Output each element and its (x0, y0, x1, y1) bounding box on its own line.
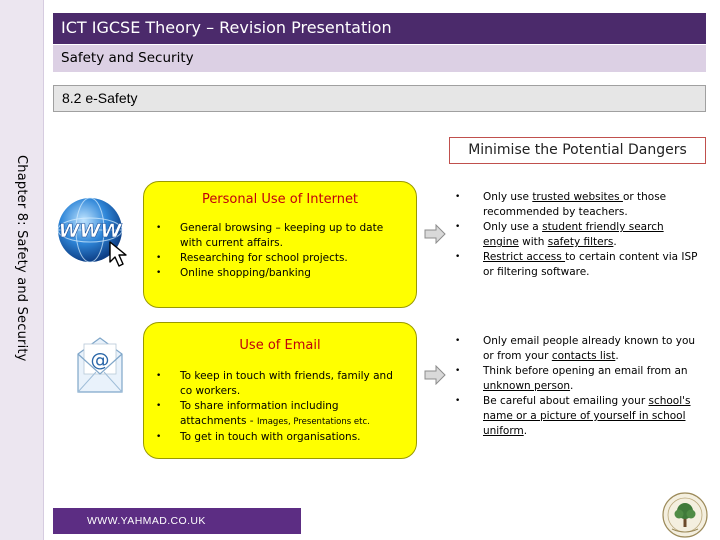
tip-underlined: Restrict access (483, 251, 566, 263)
footer-website-link[interactable]: WWW.YAHMAD.CO.UK (53, 508, 301, 534)
svg-text:@: @ (90, 349, 110, 371)
dangers-heading: Minimise the Potential Dangers (449, 137, 706, 164)
tip-text: to certain content via ISP or filtering software. (483, 251, 698, 278)
item-small-text: Images, Presentations etc. (256, 417, 370, 427)
tip-text: Only email people already known to you or from your (483, 335, 696, 362)
slide-title: ICT IGCSE Theory – Revision Presentation (53, 13, 706, 44)
internet-tips-list (453, 190, 702, 280)
internet-safety-tips (449, 190, 706, 280)
tip-text: . (523, 425, 528, 437)
list-item (453, 364, 702, 394)
list-item: • Researching for school projects. (154, 251, 406, 266)
tip-text: with (518, 236, 548, 248)
tip-text: . (613, 236, 617, 248)
email-use-list (154, 369, 406, 445)
internet-box-title: Personal Use of Internet (201, 192, 359, 207)
list-item (154, 399, 406, 430)
tip-underlined: unknown person (483, 380, 571, 392)
email-box-title: Use of Email (239, 338, 321, 353)
list-item (453, 220, 702, 250)
section-heading: 8.2 e-Safety (53, 85, 706, 112)
list-item (453, 334, 702, 364)
tip-underlined: school's name or a picture of yourself in school uniform (483, 395, 691, 437)
tip-text: . (570, 380, 574, 392)
list-item: • To keep in touch with friends, family and co workers. (154, 369, 406, 399)
list-item: • General browsing – keeping up to date with current affairs. (154, 221, 406, 251)
internet-use-box (143, 181, 417, 308)
email-use-box (143, 322, 417, 459)
internet-use-list (154, 221, 406, 281)
email-tips-list (453, 334, 702, 439)
email-envelope-icon (70, 330, 130, 400)
list-item: • To get in touch with organisations. (154, 430, 406, 445)
email-safety-tips (449, 334, 706, 439)
tip-text: Think before opening an email from an (483, 365, 688, 377)
tip-text: Only use (483, 191, 533, 203)
slide-subtitle: Safety and Security (53, 45, 706, 72)
school-crest-logo (660, 491, 710, 539)
item-text: To share information including attachments - (180, 400, 339, 427)
tip-text: Be careful about emailing your (483, 395, 649, 407)
tip-underlined: safety filters (547, 236, 614, 248)
tip-text: Only use a (483, 221, 543, 233)
right-arrow-icon (424, 224, 446, 244)
tip-text: . (615, 350, 619, 362)
chapter-label: Chapter 8: Safety and Security (14, 155, 29, 362)
tip-underlined: student friendly search engine (483, 221, 664, 248)
list-item (453, 250, 702, 280)
list-item: • Online shopping/banking (154, 266, 406, 281)
www-globe-cursor-icon (52, 190, 134, 270)
tip-text: or those recommended by teachers. (483, 191, 667, 218)
list-item (453, 394, 702, 439)
tip-underlined: contacts list (551, 350, 616, 362)
list-item (453, 190, 702, 220)
right-arrow-icon (424, 365, 446, 385)
svg-text:WWW: WWW (58, 220, 122, 242)
tip-underlined: trusted websites (532, 191, 623, 203)
